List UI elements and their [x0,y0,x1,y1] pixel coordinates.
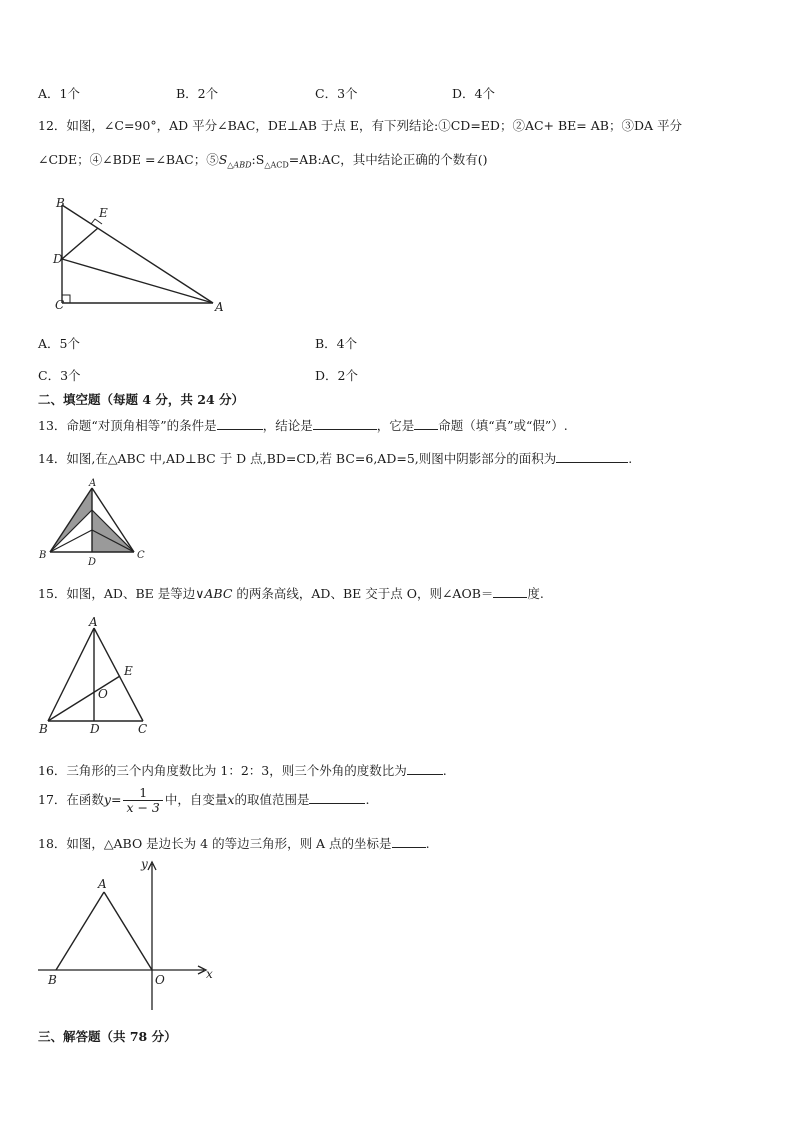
q13-blank-condition[interactable] [217,417,263,430]
q14-text-a: 14．如图,在△ABC 中,AD⊥BC 于 D 点,BD=CD,若 BC=6,AD=5,则图中阴影部分的面积为 [38,451,557,466]
fraction-denominator: x − 3 [126,800,160,815]
q12-line2 [38,150,488,170]
q14-blank[interactable] [556,450,628,463]
fig14-label-b: B [39,550,47,561]
fig15-label-o: O [98,687,108,701]
q13-text-b: ，结论是 [262,418,313,433]
q13-text-a: 13．命题“对顶角相等”的条件是 [38,418,217,433]
fig12-label-b: B [56,196,65,210]
q18 [38,834,430,852]
q13 [38,416,568,434]
q17-var-y: y [103,792,111,807]
fig12-label-a: A [215,300,224,314]
fig18-label-o: O [155,973,165,987]
area-acd: $S_{\triangle ACD}$ [255,152,289,170]
q15-text-b: 的两条高线，AD、BE 交于点 O，则∠AOB＝ [232,586,494,601]
fig15-label-b: B [39,722,48,736]
q12-line2-end: =AB:AC，其中结论正确的个数有() [288,152,488,167]
q11-option-b: B．2个 [176,86,219,101]
q13-text-c: ，它是 [376,418,415,433]
q12-option-b: B．4个 [315,336,358,351]
area-abd: $S_{\triangle ABD}$ [218,152,252,170]
q17-fraction [123,786,162,815]
q15-figure [36,615,166,738]
q17-text-d: . [365,792,370,807]
fig18-label-a: A [98,877,107,891]
fig15-label-d: D [90,722,100,736]
fig18-label-y: y [141,857,148,871]
q12-option-c: C．3个 [38,368,81,383]
q15-triangle: ∨ABC [195,586,233,601]
fig12-label-e: E [99,206,108,220]
q17-var-x: x [227,792,235,807]
q13-blank-truth[interactable] [414,417,438,430]
q15-text-a: 15．如图，AD、BE 是等边 [38,586,196,601]
fig14-label-d: D [88,557,97,568]
q18-figure [36,858,226,1018]
q16-text-a: 16．三角形的三个内角度数比为 1：2：3，则三个外角的度数比为 [38,763,407,778]
q18-text-b: . [425,836,430,851]
q11-option-a: A．1个 [38,86,80,101]
section-3-heading: 三、解答题（共 78 分） [38,1029,177,1044]
q11-option-c: C．3个 [315,86,358,101]
q16-blank[interactable] [407,762,443,775]
q18-text-a: 18．如图，△ABO 是边长为 4 的等边三角形，则 A 点的坐标是 [38,836,392,851]
fig15-label-e: E [124,664,133,678]
q17-text-b: 中，自变量 [164,792,228,807]
ratio-colon: : [251,152,256,167]
fig12-label-d: D [53,252,63,266]
q17-blank[interactable] [309,791,365,804]
q14-text-b: . [628,451,633,466]
fig18-label-x: x [206,967,213,981]
fraction-numerator: 1 [123,786,162,801]
fig15-label-a: A [89,615,98,629]
q16-text-b: . [442,763,447,778]
fig14-label-c: C [137,550,145,561]
q17 [38,786,369,815]
fig15-label-c: C [138,722,148,736]
q17-text-a: 17．在函数 [38,792,104,807]
q15 [38,584,544,602]
q17-text-c: 的取值范围是 [234,792,310,807]
fig18-label-b: B [48,973,57,987]
q12-option-a: A．5个 [38,336,80,351]
q12-line1: 12．如图，∠C=90°，AD 平分∠BAC，DE⊥AB 于点 E，有下列结论:①CD=ED；②AC+ BE= AB；③DA 平分 [38,118,682,133]
q14-figure [38,478,158,568]
q11-option-d: D．4个 [452,86,495,101]
q16 [38,761,447,779]
q14 [38,449,632,467]
fig14-label-a: A [89,478,97,489]
q17-equals: = [110,792,122,807]
q12-figure [50,195,235,315]
q12-line2-start: ∠CDE；④∠BDE =∠BAC；⑤ [38,152,219,167]
q13-blank-conclusion[interactable] [313,417,377,430]
fig12-label-c: C [55,298,65,312]
q13-text-d: 命题（填“真”或“假”）. [438,418,568,433]
q15-blank[interactable] [493,585,527,598]
q15-text-c: 度. [527,586,544,601]
q12-option-d: D．2个 [315,368,358,383]
section-2-heading: 二、填空题（每题 4 分，共 24 分） [38,392,245,407]
q18-blank[interactable] [392,835,426,848]
